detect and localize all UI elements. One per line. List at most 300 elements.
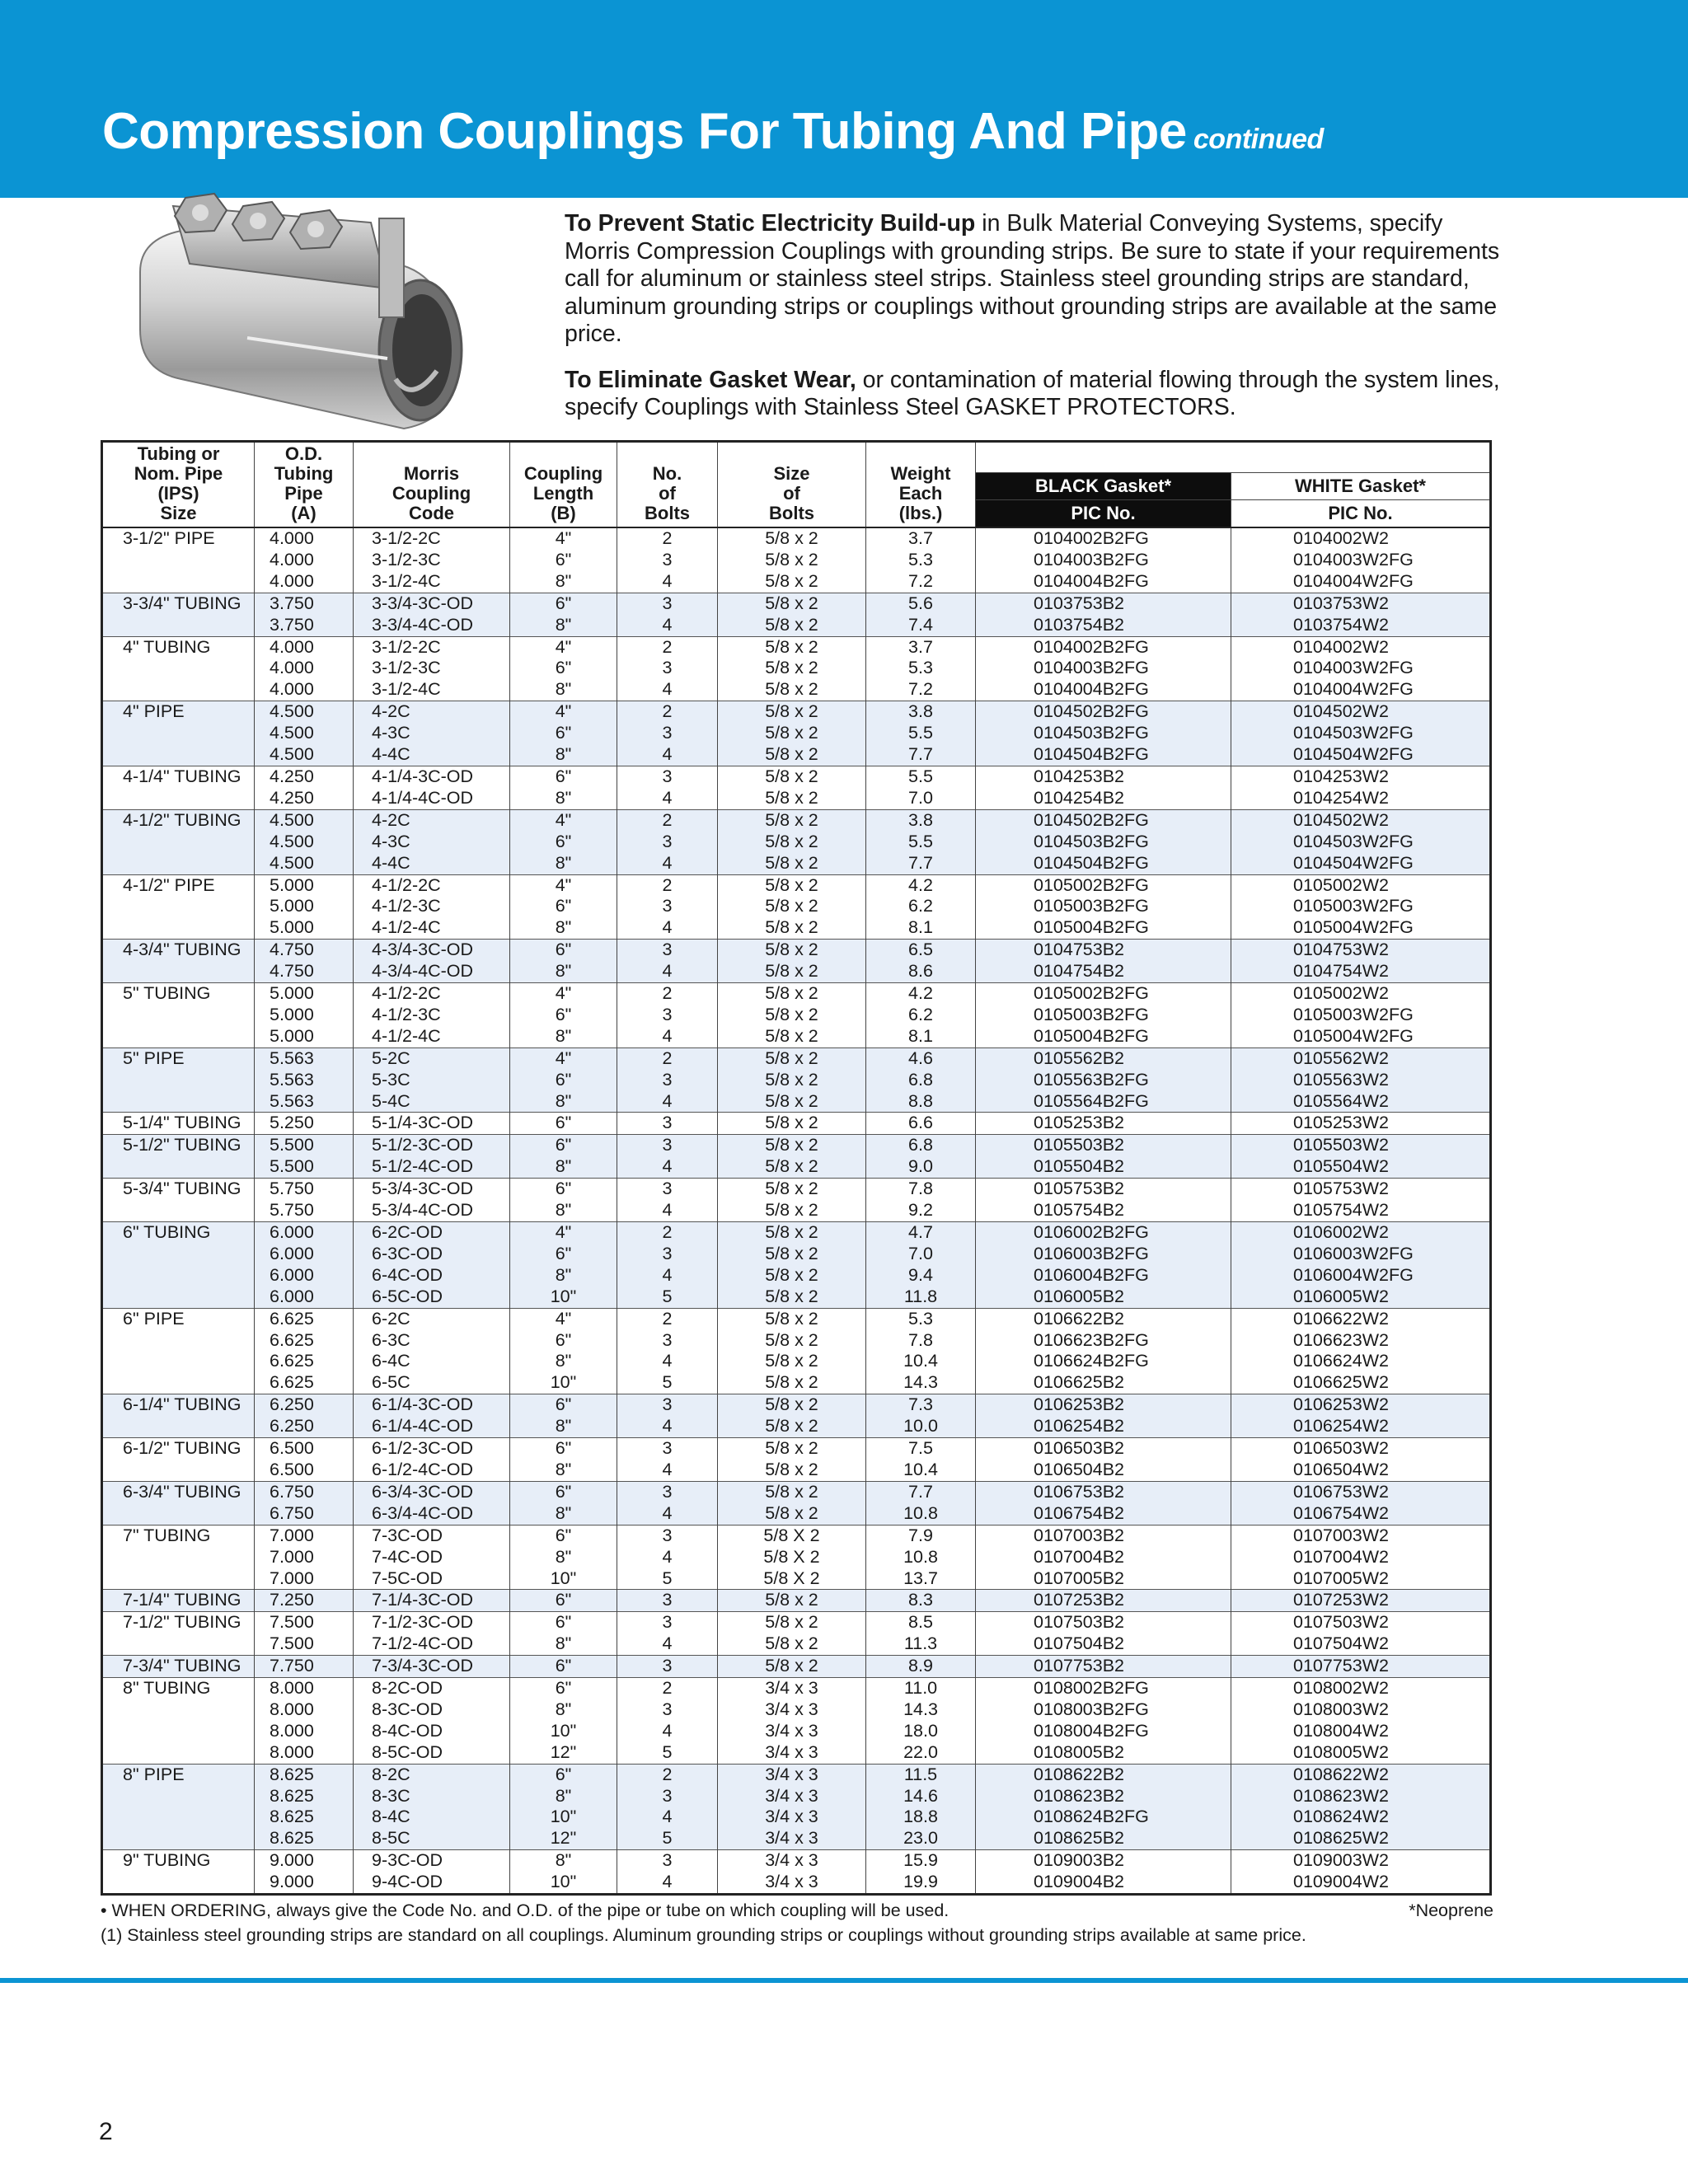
pic-black-cell: 0105562B2 [976,1047,1231,1069]
code-cell: 6-1/4-4C-OD [354,1416,510,1437]
weight-cell: 7.0 [866,1244,976,1265]
size-cell [102,1026,255,1047]
size-group [102,1678,1491,1765]
size-cell [102,1330,255,1352]
bolt-size-cell: 5/8 x 2 [718,1460,866,1481]
od-cell: 5.000 [255,983,354,1005]
bolt-size-cell: 5/8 x 2 [718,1156,866,1178]
pic-white-cell: 0104503W2FG [1231,723,1491,744]
size-cell [102,1786,255,1807]
code-cell: 7-3C-OD [354,1525,510,1546]
code-cell: 4-4C [354,744,510,766]
bolt-size-cell: 3/4 x 3 [718,1742,866,1764]
pic-black-cell: 0109004B2 [976,1872,1231,1894]
bolts-cell: 4 [617,1026,718,1047]
pic-black-cell: 0105004B2FG [976,917,1231,939]
weight-cell: 5.5 [866,723,976,744]
od-cell: 6.000 [255,1265,354,1286]
pic-white-cell: 0108003W2 [1231,1699,1491,1721]
code-cell: 4-1/2-4C [354,917,510,939]
od-cell: 6.000 [255,1244,354,1265]
bolts-cell: 3 [617,1481,718,1502]
bolt-size-cell: 5/8 X 2 [718,1547,866,1568]
pic-black-cell: 0106623B2FG [976,1330,1231,1352]
pic-black-cell: 0104002B2FG [976,636,1231,658]
size-cell [102,1372,255,1394]
code-cell: 8-2C-OD [354,1678,510,1699]
size-cell: 9" TUBING [102,1850,255,1872]
size-cell [102,1244,255,1265]
couplings-table [101,440,1492,1896]
size-group [102,1179,1491,1222]
table-row [102,723,1491,744]
weight-cell: 8.5 [866,1612,976,1633]
code-cell: 3-1/2-4C [354,571,510,593]
pic-white-cell: 0107003W2 [1231,1525,1491,1546]
od-cell: 7.000 [255,1547,354,1568]
weight-cell: 6.5 [866,940,976,961]
size-cell: 5-1/2" TUBING [102,1135,255,1156]
table-row [102,1244,1491,1265]
table-row [102,1525,1491,1546]
table-row [102,1786,1491,1807]
length-cell: 6" [510,593,617,614]
bolt-size-cell: 5/8 x 2 [718,679,866,701]
table-row [102,896,1491,917]
size-cell [102,1699,255,1721]
table-row [102,961,1491,982]
bolt-size-cell: 3/4 x 3 [718,1721,866,1742]
pic-white-cell: 0106003W2FG [1231,1244,1491,1265]
bolt-size-cell: 5/8 x 2 [718,832,866,853]
bolts-cell: 4 [617,1547,718,1568]
code-cell: 7-3/4-3C-OD [354,1656,510,1678]
weight-cell: 8.6 [866,961,976,982]
weight-cell: 7.3 [866,1394,976,1416]
table-row [102,1308,1491,1329]
table-row [102,1764,1491,1785]
pic-black-cell: 0104753B2 [976,940,1231,961]
code-cell: 9-3C-OD [354,1850,510,1872]
pic-black-cell: 0106504B2 [976,1460,1231,1481]
pic-white-cell: 0104002W2 [1231,636,1491,658]
header-pic-white: PIC No. [1231,499,1491,527]
pic-black-cell: 0104004B2FG [976,679,1231,701]
bolts-cell: 4 [617,679,718,701]
od-cell: 8.625 [255,1764,354,1785]
bolts-cell: 3 [617,1070,718,1091]
length-cell: 6" [510,896,617,917]
length-cell: 6" [510,723,617,744]
size-cell: 6-3/4" TUBING [102,1481,255,1502]
length-cell: 6" [510,1394,617,1416]
pic-black-cell: 0108625B2 [976,1828,1231,1849]
pic-white-cell: 0105253W2 [1231,1113,1491,1135]
bolts-cell: 2 [617,527,718,550]
bolts-cell: 4 [617,1460,718,1481]
pic-black-cell: 0108623B2 [976,1786,1231,1807]
size-cell [102,658,255,679]
table-row [102,1222,1491,1244]
size-group [102,1394,1491,1438]
pic-black-cell: 0106005B2 [976,1286,1231,1308]
size-cell [102,571,255,593]
size-cell [102,615,255,636]
bolts-cell: 4 [617,744,718,766]
code-cell: 6-5C [354,1372,510,1394]
code-cell: 4-3/4-3C-OD [354,940,510,961]
code-cell: 8-3C-OD [354,1699,510,1721]
pic-black-cell: 0106625B2 [976,1372,1231,1394]
bolts-cell: 4 [617,1265,718,1286]
table-row [102,1633,1491,1655]
pic-white-cell: 0107504W2 [1231,1633,1491,1655]
table-row [102,593,1491,614]
pic-black-cell: 0105002B2FG [976,874,1231,896]
od-cell: 7.000 [255,1525,354,1546]
weight-cell: 3.8 [866,809,976,831]
table-row [102,1438,1491,1460]
bolts-cell: 4 [617,1633,718,1655]
pic-white-cell: 0104004W2FG [1231,571,1491,593]
table-row [102,571,1491,593]
pic-white-cell: 0106504W2 [1231,1460,1491,1481]
pic-black-cell: 0104754B2 [976,961,1231,982]
length-cell: 4" [510,527,617,550]
code-cell: 7-1/4-3C-OD [354,1590,510,1612]
pic-black-cell: 0107503B2 [976,1612,1231,1633]
size-group [102,1135,1491,1179]
header-banner [0,0,1688,198]
pic-black-cell: 0108002B2FG [976,1678,1231,1699]
pic-black-cell: 0106754B2 [976,1503,1231,1525]
size-cell [102,1742,255,1764]
table-row [102,1047,1491,1069]
size-cell [102,1460,255,1481]
length-cell: 8" [510,1633,617,1655]
table-row [102,1200,1491,1221]
bolts-cell: 4 [617,788,718,809]
weight-cell: 11.5 [866,1764,976,1785]
length-cell: 8" [510,615,617,636]
bolt-size-cell: 5/8 x 2 [718,874,866,896]
pic-white-cell: 0104504W2FG [1231,853,1491,874]
length-cell: 8" [510,1699,617,1721]
header-od: O.D. Tubing Pipe (A) [255,442,354,528]
od-cell: 8.000 [255,1699,354,1721]
bolts-cell: 3 [617,896,718,917]
weight-cell: 7.7 [866,744,976,766]
bolt-size-cell: 5/8 X 2 [718,1568,866,1590]
code-cell: 8-4C-OD [354,1721,510,1742]
size-cell [102,1005,255,1026]
bolts-cell: 3 [617,1005,718,1026]
weight-cell: 6.8 [866,1070,976,1091]
od-cell: 5.000 [255,874,354,896]
pic-black-cell: 0105504B2 [976,1156,1231,1178]
weight-cell: 7.9 [866,1525,976,1546]
bolt-size-cell: 5/8 x 2 [718,1590,866,1612]
pic-white-cell: 0103754W2 [1231,615,1491,636]
od-cell: 9.000 [255,1850,354,1872]
length-cell: 12" [510,1742,617,1764]
pic-black-cell: 0104254B2 [976,788,1231,809]
table-row [102,1721,1491,1742]
weight-cell: 9.2 [866,1200,976,1221]
code-cell: 3-1/2-3C [354,550,510,571]
od-cell: 8.000 [255,1742,354,1764]
code-cell: 5-3C [354,1070,510,1091]
weight-cell: 9.4 [866,1265,976,1286]
length-cell: 8" [510,1156,617,1178]
length-cell: 12" [510,1828,617,1849]
pic-white-cell: 0106625W2 [1231,1372,1491,1394]
size-group [102,874,1491,940]
pic-white-cell: 0104754W2 [1231,961,1491,982]
bolt-size-cell: 5/8 x 2 [718,615,866,636]
bolts-cell: 3 [617,1656,718,1678]
size-group [102,1481,1491,1525]
table-row [102,1070,1491,1091]
od-cell: 4.250 [255,788,354,809]
gasket-intro-paragraph: To Eliminate Gasket Wear, or contamination of material flowing through the system lines, specify Couplings with Stainless Steel GASKET PROTECTORS. [565,366,1500,420]
bolts-cell: 4 [617,1156,718,1178]
table-row [102,1372,1491,1394]
weight-cell: 8.9 [866,1656,976,1678]
size-cell [102,723,255,744]
weight-cell: 8.8 [866,1091,976,1113]
size-cell [102,1807,255,1828]
pic-black-cell: 0104502B2FG [976,701,1231,723]
od-cell: 6.750 [255,1503,354,1525]
pic-white-cell: 0103753W2 [1231,593,1491,614]
table-row [102,1394,1491,1416]
code-cell: 6-1/2-4C-OD [354,1460,510,1481]
bolts-cell: 4 [617,571,718,593]
table-row [102,874,1491,896]
bolts-cell: 2 [617,636,718,658]
size-cell: 5" TUBING [102,983,255,1005]
weight-cell: 7.8 [866,1330,976,1352]
length-cell: 6" [510,1612,617,1633]
code-cell: 7-5C-OD [354,1568,510,1590]
bolt-size-cell: 5/8 x 2 [718,1330,866,1352]
table-row [102,1568,1491,1590]
code-cell: 5-1/2-4C-OD [354,1156,510,1178]
od-cell: 4.500 [255,701,354,723]
bolts-cell: 4 [617,1721,718,1742]
pic-white-cell: 0104254W2 [1231,788,1491,809]
length-cell: 4" [510,1047,617,1069]
bolts-cell: 4 [617,1503,718,1525]
length-cell: 6" [510,1764,617,1785]
weight-cell: 8.3 [866,1590,976,1612]
size-cell: 4" PIPE [102,701,255,723]
table-row [102,550,1491,571]
size-cell: 4-1/4" TUBING [102,766,255,787]
size-cell [102,1265,255,1286]
bolt-size-cell: 5/8 x 2 [718,1633,866,1655]
bolt-size-cell: 5/8 x 2 [718,853,866,874]
od-cell: 6.500 [255,1438,354,1460]
bolts-cell: 5 [617,1286,718,1308]
table-row [102,809,1491,831]
pic-white-cell: 0104504W2FG [1231,744,1491,766]
pic-white-cell: 0108623W2 [1231,1786,1491,1807]
header-white-gasket: WHITE Gasket* [1231,473,1491,500]
od-cell: 6.500 [255,1460,354,1481]
bolts-cell: 4 [617,1872,718,1894]
code-cell: 4-1/2-4C [354,1026,510,1047]
pic-white-cell: 0105503W2 [1231,1135,1491,1156]
length-cell: 4" [510,874,617,896]
size-cell: 7-1/2" TUBING [102,1612,255,1633]
size-cell: 6" TUBING [102,1222,255,1244]
length-cell: 8" [510,917,617,939]
header-black-gasket: BLACK Gasket* [976,473,1231,500]
size-cell [102,961,255,982]
od-cell: 4.000 [255,679,354,701]
length-cell: 6" [510,940,617,961]
bolts-cell: 4 [617,1416,718,1437]
od-cell: 5.750 [255,1179,354,1200]
od-cell: 4.250 [255,766,354,787]
length-cell: 4" [510,983,617,1005]
pic-white-cell: 0105564W2 [1231,1091,1491,1113]
pic-white-cell: 0106005W2 [1231,1286,1491,1308]
table-row [102,1850,1491,1872]
bolts-cell: 3 [617,723,718,744]
bolts-cell: 3 [617,593,718,614]
length-cell: 6" [510,1179,617,1200]
size-group [102,983,1491,1048]
pic-black-cell: 0104503B2FG [976,832,1231,853]
od-cell: 4.000 [255,658,354,679]
size-cell: 7-3/4" TUBING [102,1656,255,1678]
bolt-size-cell: 3/4 x 3 [718,1678,866,1699]
od-cell: 4.500 [255,832,354,853]
size-group [102,1113,1491,1135]
pic-black-cell: 0108003B2FG [976,1699,1231,1721]
table-row [102,853,1491,874]
od-cell: 4.000 [255,636,354,658]
weight-cell: 4.2 [866,874,976,896]
bolts-cell: 3 [617,1525,718,1546]
size-group [102,1222,1491,1309]
bolt-size-cell: 5/8 x 2 [718,1656,866,1678]
od-cell: 4.000 [255,550,354,571]
weight-cell: 7.2 [866,679,976,701]
size-group [102,1438,1491,1482]
weight-cell: 14.3 [866,1699,976,1721]
weight-cell: 18.8 [866,1807,976,1828]
pic-white-cell: 0107004W2 [1231,1547,1491,1568]
bolt-size-cell: 5/8 x 2 [718,1026,866,1047]
bolts-cell: 4 [617,1091,718,1113]
length-cell: 8" [510,1416,617,1437]
bolts-cell: 3 [617,766,718,787]
od-cell: 6.625 [255,1351,354,1372]
weight-cell: 10.0 [866,1416,976,1437]
pic-black-cell: 0107004B2 [976,1547,1231,1568]
bolt-size-cell: 5/8 x 2 [718,1179,866,1200]
table-row [102,615,1491,636]
bolt-size-cell: 5/8 x 2 [718,1091,866,1113]
bolt-size-cell: 5/8 x 2 [718,983,866,1005]
weight-cell: 5.5 [866,832,976,853]
bolt-size-cell: 5/8 x 2 [718,1503,866,1525]
od-cell: 4.000 [255,527,354,550]
bolts-cell: 3 [617,1113,718,1135]
bolts-cell: 3 [617,1786,718,1807]
code-cell: 7-1/2-3C-OD [354,1612,510,1633]
size-cell: 5-3/4" TUBING [102,1179,255,1200]
pic-white-cell: 0107503W2 [1231,1612,1491,1633]
pic-black-cell: 0107504B2 [976,1633,1231,1655]
page-title: Compression Couplings For Tubing And Pipe continued [102,103,1324,160]
pic-black-cell: 0105004B2FG [976,1026,1231,1047]
pic-white-cell: 0105002W2 [1231,874,1491,896]
bolts-cell: 2 [617,1678,718,1699]
od-cell: 6.625 [255,1372,354,1394]
bolt-size-cell: 5/8 x 2 [718,1286,866,1308]
pic-white-cell: 0108622W2 [1231,1764,1491,1785]
size-cell [102,832,255,853]
code-cell: 6-1/4-3C-OD [354,1394,510,1416]
size-cell [102,1503,255,1525]
size-cell [102,1200,255,1221]
weight-cell: 7.0 [866,788,976,809]
length-cell: 6" [510,1438,617,1460]
weight-cell: 19.9 [866,1872,976,1894]
length-cell: 6" [510,658,617,679]
size-group [102,1764,1491,1850]
size-cell [102,1156,255,1178]
weight-cell: 10.4 [866,1460,976,1481]
bolt-size-cell: 5/8 x 2 [718,1200,866,1221]
size-cell: 4-3/4" TUBING [102,940,255,961]
pic-black-cell: 0103753B2 [976,593,1231,614]
size-cell: 6-1/4" TUBING [102,1394,255,1416]
bolts-cell: 3 [617,1244,718,1265]
weight-cell: 10.4 [866,1351,976,1372]
code-cell: 8-4C [354,1807,510,1828]
length-cell: 4" [510,701,617,723]
bolt-size-cell: 5/8 x 2 [718,809,866,831]
weight-cell: 8.1 [866,917,976,939]
od-cell: 7.500 [255,1633,354,1655]
weight-cell: 6.8 [866,1135,976,1156]
bolt-size-cell: 5/8 x 2 [718,1113,866,1135]
bolts-cell: 2 [617,1047,718,1069]
footnote-1: (1) Stainless steel grounding strips are standard on all couplings. Aluminum grounding strips or couplings without grounding strips available at same price. [101,1925,1306,1945]
code-cell: 6-4C [354,1351,510,1372]
table-row [102,1872,1491,1894]
bolts-cell: 5 [617,1742,718,1764]
bolt-size-cell: 3/4 x 3 [718,1699,866,1721]
length-cell: 8" [510,788,617,809]
pic-white-cell: 0106503W2 [1231,1438,1491,1460]
table-row [102,983,1491,1005]
bolt-size-cell: 5/8 x 2 [718,1372,866,1394]
od-cell: 5.750 [255,1200,354,1221]
bolt-size-cell: 5/8 x 2 [718,744,866,766]
size-cell: 7-1/4" TUBING [102,1590,255,1612]
weight-cell: 6.2 [866,1005,976,1026]
od-cell: 5.500 [255,1156,354,1178]
table-row [102,1656,1491,1678]
pic-black-cell: 0106003B2FG [976,1244,1231,1265]
